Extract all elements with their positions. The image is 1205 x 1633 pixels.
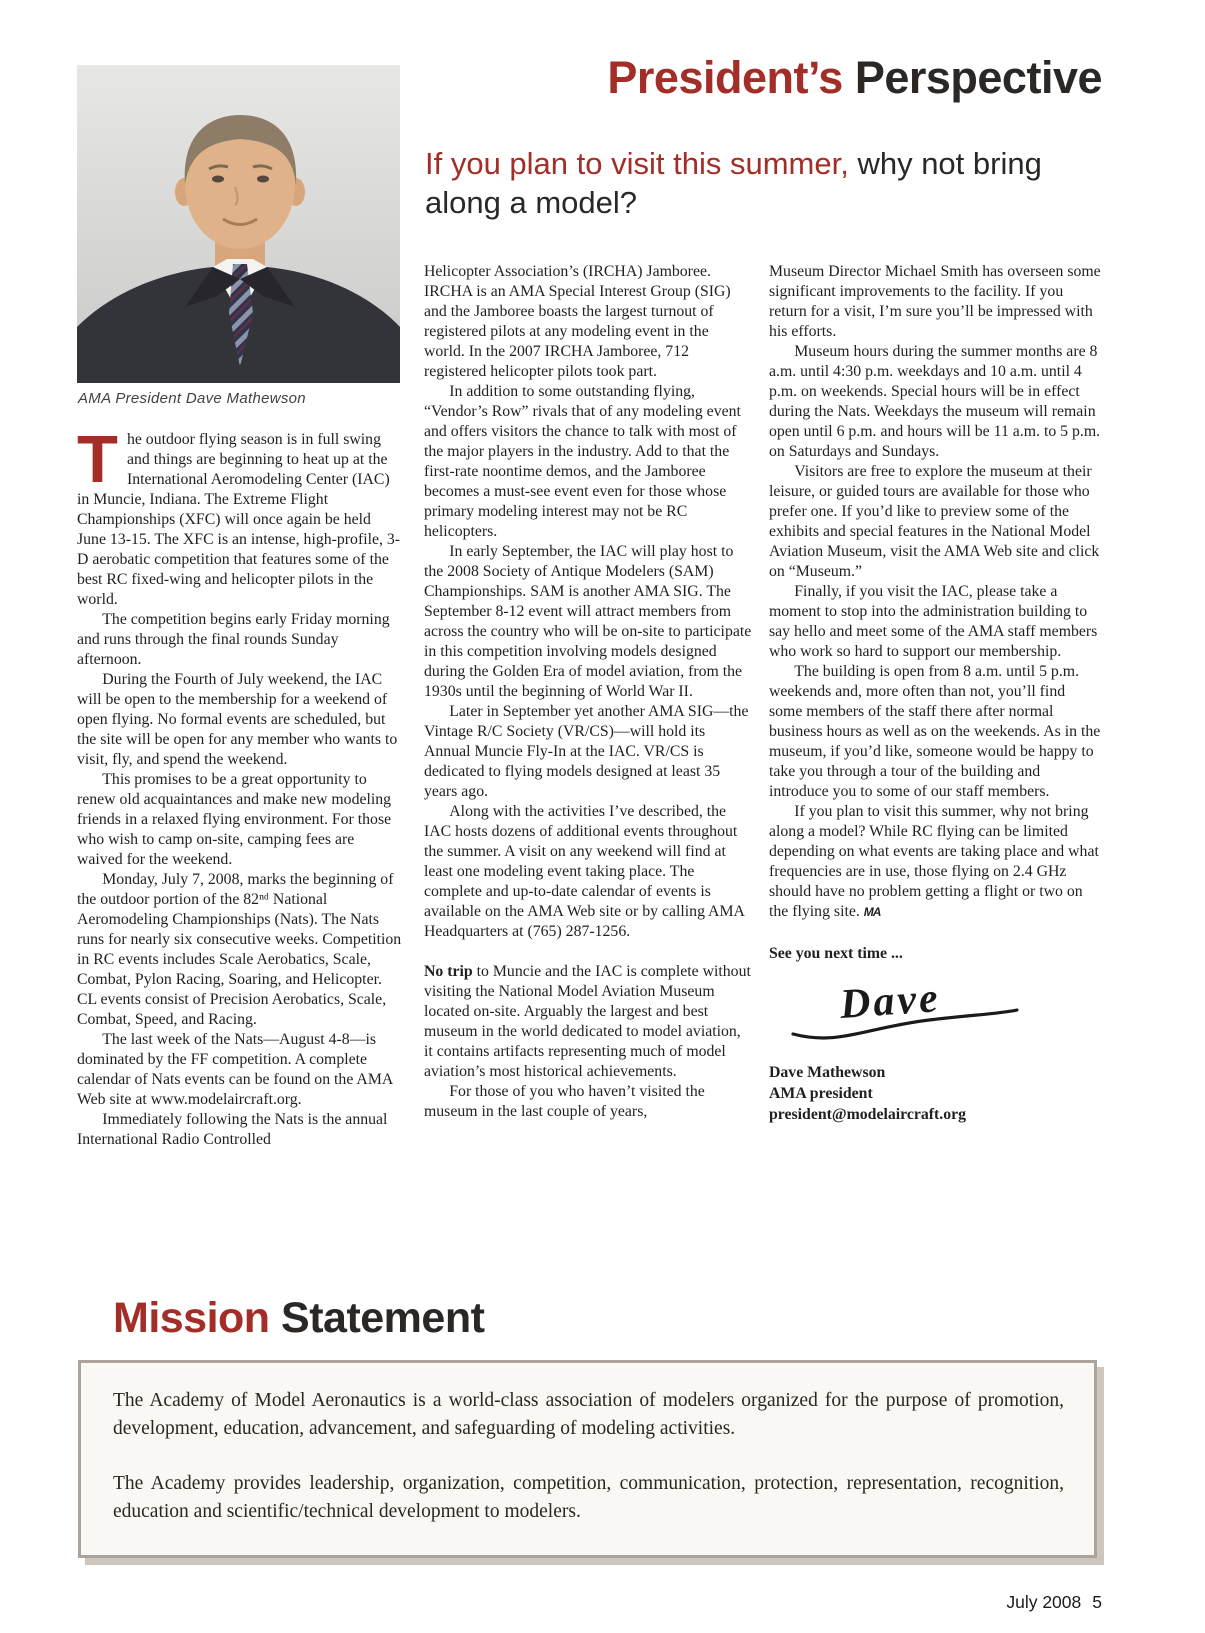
mission-paragraph: The Academy of Model Aeronautics is a world-class association of modelers organized for the purpose of promotion, development, education, advancement, and safeguarding of modeling activities. — [113, 1390, 1064, 1439]
sign-off-block — [769, 1062, 1101, 1125]
issue-date: July 2008 — [1006, 1592, 1082, 1612]
article-subtitle — [425, 144, 1125, 222]
portrait-illustration — [77, 65, 400, 383]
article-column-3 — [769, 262, 1101, 1125]
paragraph: Museum Director Michael Smith has overseen some significant improvements to the facility. If you return for a visit, I’m sure you’ll be impressed with his efforts. — [769, 263, 1101, 340]
signature-image — [779, 970, 1029, 1056]
signature-text: Dave — [838, 975, 943, 1028]
paragraph: Monday, July 7, 2008, marks the beginning of the outdoor portion of the 82ⁿᵈ National Aeromodeling Championships (Nats). The Nats runs for nearly six consecutive weeks. Competition in RC events includes Scale Aerobatics, Scale, Combat, Pylon Racing, Soaring, and Helicopter. CL events consist of Precision Aerobatics, Scale, Combat, Speed, and Racing. — [77, 871, 402, 1028]
mission-heading-black: Statement — [269, 1294, 485, 1342]
paragraph: The building is open from 8 a.m. until 5 p.m. weekends and, more often than not, you’ll find some members of the staff there after normal business hours as well as on the weekends. As in the museum, if you’d like, someone would be happy to take you through a tour of the building and introduce you to some of our staff members. — [769, 663, 1101, 800]
page-title-red: President’s — [607, 52, 843, 103]
president-photo — [77, 65, 400, 383]
photo-caption: AMA President Dave Mathewson — [78, 390, 306, 407]
paragraph: During the Fourth of July weekend, the IAC will be open to the membership for a weekend of open flying. No formal events are scheduled, but the site will be open for any member who wants to visit, fly, and spend the weekend. — [77, 671, 398, 768]
sign-off-line: See you next time ... — [769, 945, 903, 962]
paragraph — [424, 962, 752, 1082]
ma-logo-mark: MA — [863, 905, 881, 919]
page-number: 5 — [1092, 1592, 1102, 1612]
drop-cap: T — [77, 422, 118, 497]
paragraph: Later in September yet another AMA SIG—the Vintage R/C Society (VR/CS)—will hold its Annual Muncie Fly-In at the IAC. VR/CS is dedicated to flying models designed at least 35 years ago. — [424, 703, 749, 800]
paragraph — [77, 422, 402, 610]
article-subtitle-red: If you plan to visit this summer, — [425, 146, 858, 181]
paragraph: Museum hours during the summer months are 8 a.m. until 4:30 p.m. weekdays and 10 a.m. until 4 p.m. on weekends. Special hours will be in effect during the Nats. Weekdays the museum will remain open until 6 p.m. and hours will be 11 a.m. to 5 p.m. on Saturdays and Sundays. — [769, 343, 1101, 460]
signoff-name: Dave Mathewson — [769, 1064, 886, 1081]
article-subtitle-black: why not bring along a model? — [425, 146, 1042, 220]
mission-paragraph: The Academy provides leadership, organization, competition, communication, protection, representation, recognition, education and scientific/technical development to modelers. — [113, 1473, 1064, 1522]
paragraph: Visitors are free to explore the museum at their leisure, or guided tours are available for those who prefer one. If you’d like to preview some of the exhibits and special features in the National Model Aviation Museum, visit the AMA Web site and click on “Museum.” — [769, 463, 1100, 580]
paragraph: Helicopter Association’s (IRCHA) Jamboree. IRCHA is an AMA Special Interest Group (SIG) and the Jamboree boasts the largest turnout of registered pilots at any modeling event in the world. In the 2007 IRCHA Jamboree, 712 registered helicopter pilots took part. — [424, 263, 731, 380]
page-title-black: Perspective — [842, 52, 1102, 103]
paragraph-text: he outdoor flying season is in full swing and things are beginning to heat up at the International Aeromodeling Center (IAC) in Muncie, Indiana. The Extreme Flight Championships (XFC) will once again be held June 13-15. The XFC is an intense, high-profile, 3-D aerobatic competition that features some of the best RC fixed-wing and helicopter pilots in the world. — [77, 431, 401, 608]
paragraph: Finally, if you visit the IAC, please take a moment to stop into the administration building to say hello and meet some of the AMA staff members who work so hard to support our membership. — [769, 583, 1098, 660]
paragraph — [769, 802, 1101, 922]
paragraph-text: to Muncie and the IAC is complete without visiting the National Model Aviation Museum located on-site. Arguably the largest and best museum in the world dedicated to model aviation, it contains artifacts representing much of model aviation’s most historical achievements. — [424, 963, 751, 1080]
paragraph: For those of you who haven’t visited the museum in the last couple of years, — [424, 1083, 705, 1120]
paragraph: This promises to be a great opportunity to renew old acquaintances and make new modeling friends in a relaxed flying environment. For those who wish to camp on-site, camping fees are waived for the weekend. — [77, 771, 392, 868]
paragraph: The competition begins early Friday morning and runs through the final rounds Sunday afternoon. — [77, 611, 390, 668]
signoff-email: president@modelaircraft.org — [769, 1106, 967, 1123]
mission-heading — [113, 1294, 484, 1343]
paragraph: In early September, the IAC will play host to the 2008 Society of Antique Modelers (SAM) Championships. SAM is another AMA SIG. The September 8-12 event will attract members from across the country who will be on-site to participate in this competition involving models designed during the Golden Era of model aviation, from the 1930s until the beginning of World War II. — [424, 543, 752, 700]
article-column-1 — [77, 422, 402, 1150]
page-footer — [1006, 1592, 1102, 1613]
paragraph: Immediately following the Nats is the annual International Radio Controlled — [77, 1111, 388, 1148]
page-title — [607, 52, 1102, 104]
mission-statement-box — [78, 1360, 1097, 1558]
mission-heading-red: Mission — [113, 1294, 270, 1342]
bold-lead: No trip — [424, 963, 473, 980]
paragraph: The last week of the Nats—August 4-8—is dominated by the FF competition. A complete calendar of Nats events can be found on the AMA Web site at www.modelaircraft.org. — [77, 1031, 393, 1108]
paragraph-text: If you plan to visit this summer, why not bring along a model? While RC flying can be limited depending on what events are taking place and what frequencies are in use, those flying on 2.4 GHz should have no problem getting a flight or two on the flying site. — [769, 803, 1099, 920]
paragraph: Along with the activities I’ve described, the IAC hosts dozens of additional events throughout the summer. A visit on any weekend will find at least one modeling event taking place. The complete and up-to-date calendar of events is available on the AMA Web site or by calling AMA Headquarters at (765) 287-1256. — [424, 803, 745, 940]
paragraph: In addition to some outstanding flying, “Vendor’s Row” rivals that of any modeling event and offers visitors the chance to talk with most of the major players in the industry. Add to that the first-rate noontime demos, and the Jamboree becomes a must-see event even for those whose primary modeling interest may not be RC helicopters. — [424, 383, 741, 540]
article-column-2 — [424, 262, 752, 1122]
signoff-title: AMA president — [769, 1085, 873, 1102]
